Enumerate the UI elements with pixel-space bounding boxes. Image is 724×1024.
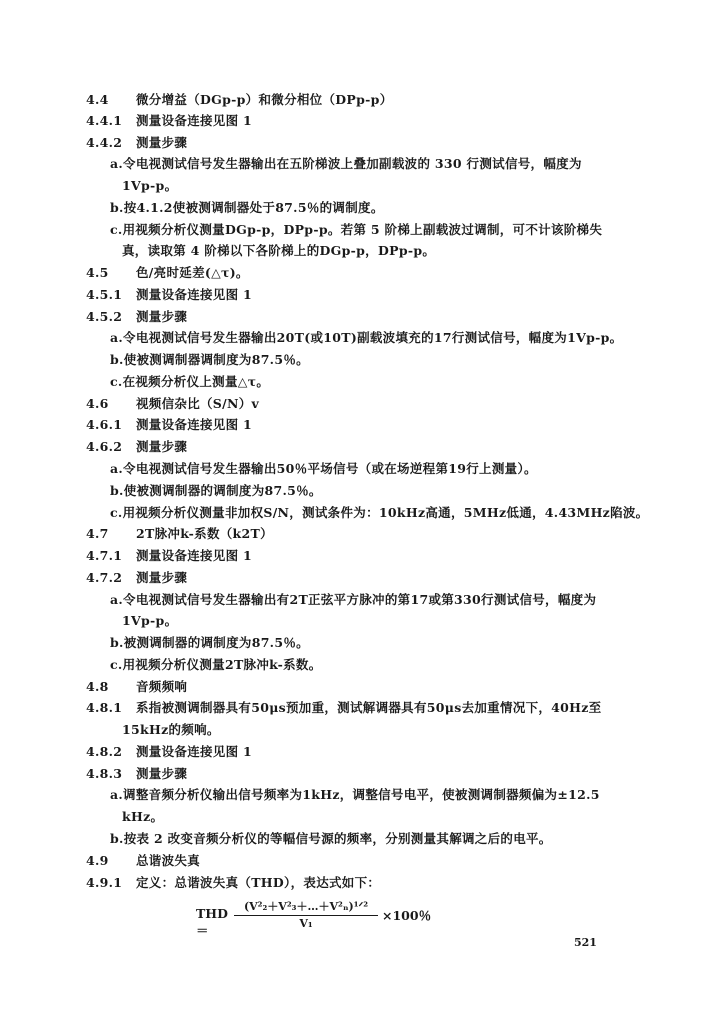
section-title: 2T脉冲k-系数（k2T） xyxy=(136,526,273,541)
section-number: 4.4.1 xyxy=(86,113,123,128)
section-heading xyxy=(86,265,249,281)
section-title: 视频信杂比（S/N）v xyxy=(136,396,260,411)
section-number: 4.8.2 xyxy=(86,744,123,759)
step-item: a.令电视测试信号发生器输出50％平场信号（或在场逆程第19行上测量）。 xyxy=(110,461,537,476)
section-title: 测量步骤 xyxy=(136,309,188,324)
formula-numerator: (V²₂＋V²₃＋…＋V²ₙ)¹ᐟ² xyxy=(234,898,378,916)
formula-denominator: V₁ xyxy=(299,917,313,930)
section-heading xyxy=(86,548,252,564)
section-number: 4.6.2 xyxy=(86,439,123,454)
section-heading xyxy=(86,417,252,433)
formula-rhs: ×100％ xyxy=(382,908,432,923)
section-heading xyxy=(86,853,200,869)
section-number: 4.7 xyxy=(86,526,109,541)
formula-fraction xyxy=(234,898,378,930)
step-item: b.被测调制器的调制度为87.5％。 xyxy=(110,635,309,650)
section-title: 系指被测调制器具有50μs预加重，测试解调器具有50μs去加重情况下，40Hz至 xyxy=(136,700,602,715)
section-title: 定义：总谐波失真（THD），表达式如下： xyxy=(136,875,381,890)
step-item: c.用视频分析仪测量DGp-p，DPp-p。若第 5 阶梯上副载波过调制，可不计该阶梯失 xyxy=(110,222,603,237)
section-number: 4.8.1 xyxy=(86,700,123,715)
step-item: a.令电视测试信号发生器输出有2T正弦平方脉冲的第17或第330行测试信号，幅度为 xyxy=(110,592,597,607)
section-heading xyxy=(86,700,601,716)
section-title: 测量步骤 xyxy=(136,570,188,585)
formula-lhs: THD＝ xyxy=(196,906,228,938)
step-item: b.使被测调制器调制度为87.5％。 xyxy=(110,352,309,367)
section-number: 4.5.1 xyxy=(86,287,123,302)
section-heading xyxy=(86,439,187,455)
section-title: 测量步骤 xyxy=(136,766,188,781)
section-number: 4.9.1 xyxy=(86,875,123,890)
section-heading xyxy=(86,396,259,412)
section-number: 4.9 xyxy=(86,853,109,868)
section-number: 4.5.2 xyxy=(86,309,123,324)
step-item: b.按4.1.2使被测调制器处于87.5％的调制度。 xyxy=(110,200,384,215)
section-title: 测量设备连接见图 1 xyxy=(136,744,253,759)
section-heading xyxy=(86,113,252,129)
section-number: 4.7.1 xyxy=(86,548,123,563)
step-item: c.用视频分析仪测量非加权S/N，测试条件为：10kHz高通，5MHz低通，4.43MHz陷波。 xyxy=(110,505,649,520)
step-continuation: kHz。 xyxy=(122,809,164,824)
step-item: a.调整音频分析仪输出信号频率为1kHz，调整信号电平，使被测调制器频偏为±12.5 xyxy=(110,787,600,802)
section-number: 4.8 xyxy=(86,679,109,694)
section-title: 测量设备连接见图 1 xyxy=(136,113,253,128)
section-number: 4.8.3 xyxy=(86,766,123,781)
section-number: 4.5 xyxy=(86,265,109,280)
section-title: 测量设备连接见图 1 xyxy=(136,287,253,302)
step-item: c.用视频分析仪测量2T脉冲k-系数。 xyxy=(110,657,322,672)
section-number: 4.4 xyxy=(86,92,109,107)
section-title: 测量设备连接见图 1 xyxy=(136,417,253,432)
step-continuation: 1Vp-p。 xyxy=(122,613,178,628)
section-heading xyxy=(86,744,252,760)
section-number: 4.7.2 xyxy=(86,570,123,585)
section-number: 4.6.1 xyxy=(86,417,123,432)
section-title: 总谐波失真 xyxy=(136,853,201,868)
section-heading xyxy=(86,875,380,891)
section-heading xyxy=(86,92,393,108)
paragraph-continuation: 15kHz的频响。 xyxy=(122,722,220,737)
step-item: a.令电视测试信号发生器输出20T(或10T)副载波填充的17行测试信号，幅度为1Vp-p。 xyxy=(110,330,623,345)
section-heading xyxy=(86,135,187,151)
section-heading xyxy=(86,766,187,782)
section-title: 音频频响 xyxy=(136,679,188,694)
section-number: 4.4.2 xyxy=(86,135,123,150)
section-number: 4.6 xyxy=(86,396,109,411)
section-heading xyxy=(86,309,187,325)
step-item: a.令电视测试信号发生器输出在五阶梯波上叠加副载波的 330 行测试信号，幅度为 xyxy=(110,156,582,171)
section-heading xyxy=(86,679,187,695)
section-title: 测量设备连接见图 1 xyxy=(136,548,253,563)
step-item: b.按表 2 改变音频分析仪的等幅信号源的频率，分别测量其解调之后的电平。 xyxy=(110,831,552,846)
page-number: 521 xyxy=(574,936,597,949)
step-continuation: 1Vp-p。 xyxy=(122,178,178,193)
step-continuation: 真，读取第 4 阶梯以下各阶梯上的DGp-p，DPp-p。 xyxy=(122,243,436,258)
section-title: 测量步骤 xyxy=(136,135,188,150)
section-title: 微分增益（DGp-p）和微分相位（DPp-p） xyxy=(136,92,393,107)
section-heading xyxy=(86,526,273,542)
section-title: 色/亮时延差(△τ)。 xyxy=(136,265,249,280)
step-item: c.在视频分析仪上测量△τ。 xyxy=(110,374,270,389)
section-heading xyxy=(86,287,252,303)
step-item: b.使被测调制器的调制度为87.5％。 xyxy=(110,483,322,498)
section-title: 测量步骤 xyxy=(136,439,188,454)
section-heading xyxy=(86,570,187,586)
